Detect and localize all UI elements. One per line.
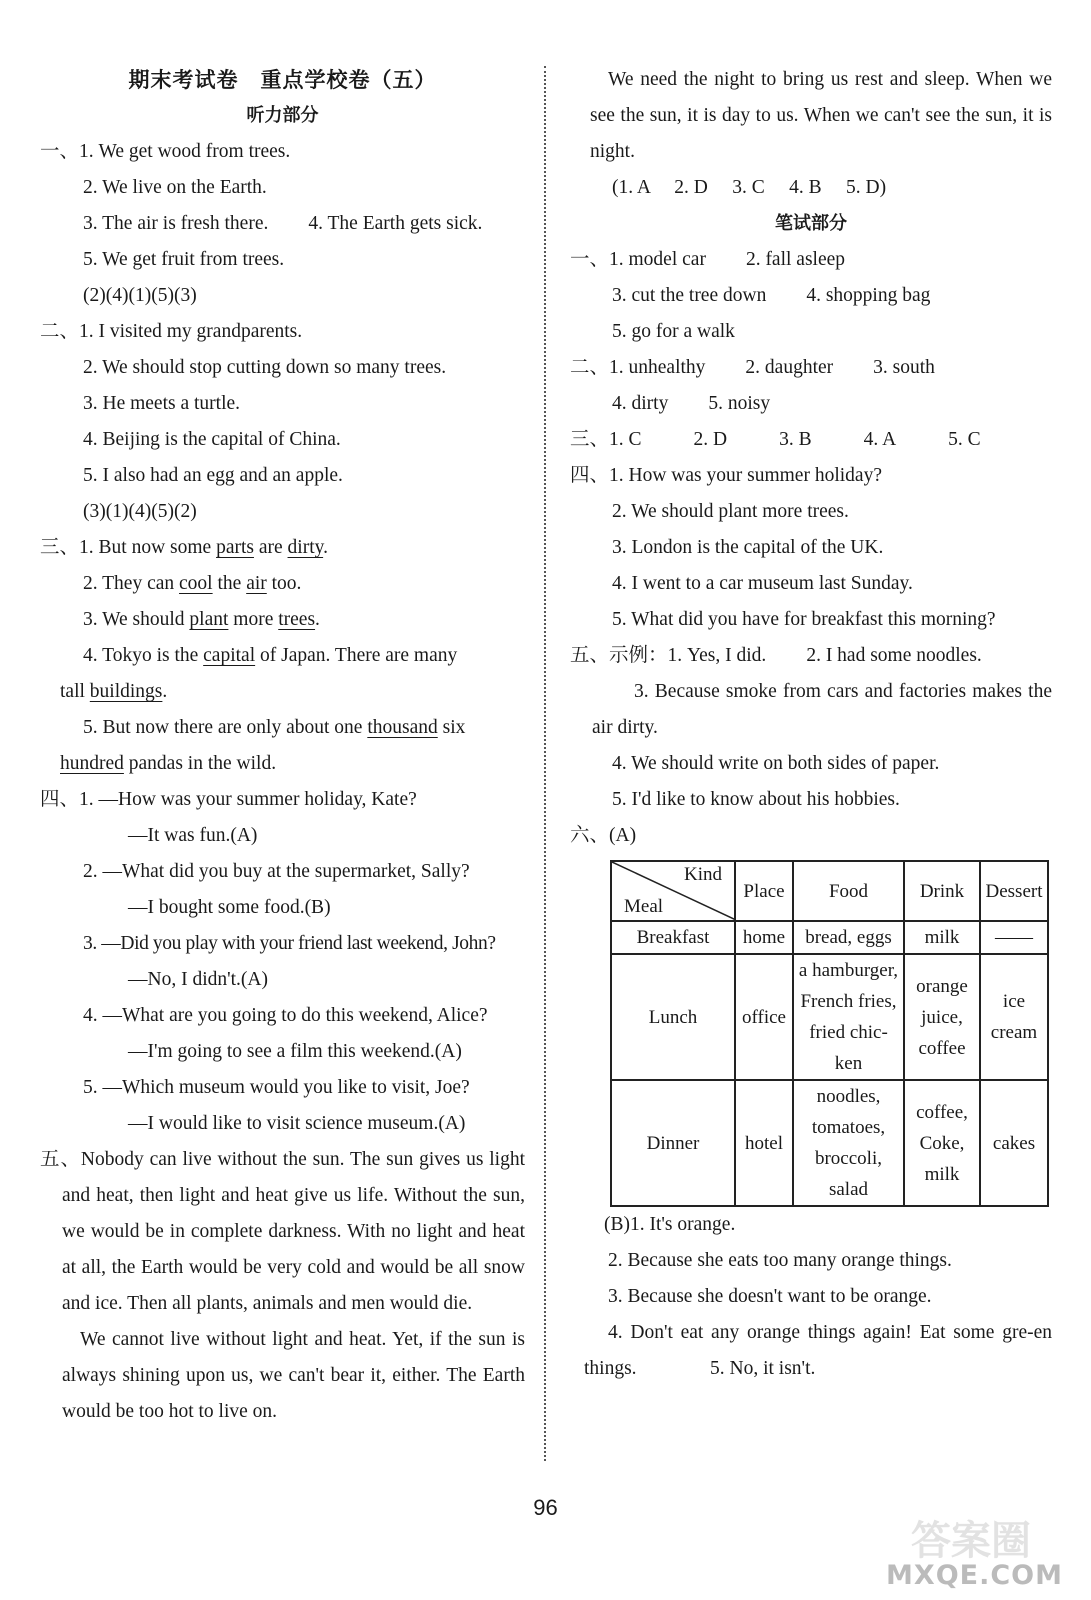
listening-section-4: 四、1. —How was your summer holiday, Kate? —It was fun.(A) 2. —What did you buy at the supermarket, Sally? —I bought some food.(B) 3. —Did you play with your friend last weekend, John? —No, I didn't.(A) 4. —What are you going to do this weekend, Alice? —I'm going to see a film this weekend.(A) 5. —Which museum would you like to visit, Joe? —I would like to visit science museum.(A) bbox=[40, 789, 496, 1134]
writing-section-5: 五、示例：1. Yes, I did. 2. I had some noodles. 3. Because smoke from cars and factories makes the air dirty. 4. We should write on both sides of paper. 5. I'd like to know about his hobbies. bbox=[570, 645, 1052, 810]
corner-kind: Kind bbox=[684, 864, 722, 885]
listening-heading: 听力部分 bbox=[246, 105, 319, 126]
answer-order: (2)(4)(1)(5)(3) bbox=[83, 285, 197, 306]
left-column bbox=[40, 62, 525, 1430]
writing-section-1: 一、1. model car 2. fall asleep 3. cut the tree down 4. shopping bag 5. go for a walk bbox=[570, 249, 931, 342]
writing-section-3: 三、1. C 2. D 3. B 4. A 5. C bbox=[570, 429, 981, 450]
underlined-answer: hundred bbox=[60, 753, 124, 774]
passage-paragraph: We need the night to bring us rest and sleep. When we see the sun, it is day to us. When we can't see the sun, it is night. bbox=[590, 69, 1052, 162]
watermark-text: MXQE.COM bbox=[886, 1560, 1063, 1591]
right-column bbox=[570, 62, 1052, 1387]
diagonal-header-cell bbox=[611, 861, 735, 921]
section-label: 四、 bbox=[570, 465, 610, 486]
section-label: 六、(A) bbox=[570, 825, 637, 846]
underlined-answer: parts bbox=[216, 537, 254, 558]
writing-heading: 笔试部分 bbox=[775, 213, 847, 234]
header-drink: Drink bbox=[904, 861, 980, 921]
section-label: 五、示例： bbox=[570, 645, 668, 666]
underlined-answer: cool bbox=[179, 573, 213, 594]
header-dessert: Dessert bbox=[980, 861, 1048, 921]
header-food: Food bbox=[793, 861, 904, 921]
underlined-answer: capital bbox=[203, 645, 256, 666]
page-title: 期末考试卷 重点学校卷（五） bbox=[128, 68, 437, 92]
section-label: 三、 bbox=[570, 429, 610, 450]
underlined-answer: air bbox=[246, 573, 267, 594]
column-divider bbox=[544, 66, 546, 1461]
section-label: 二、 bbox=[570, 357, 610, 378]
table-row: Breakfast home bread, eggs milk —— bbox=[611, 921, 1048, 954]
listening-section-2: 二、1. I visited my grandparents. 2. We should stop cutting down so many trees. 3. He meets a turtle. 4. Beijing is the capital of China. 5. I also had an egg and an apple. (3)(1)(4)(5)(2) bbox=[40, 314, 525, 530]
section-label: 二、 bbox=[40, 321, 80, 342]
section-label: 一、 bbox=[40, 141, 80, 162]
table-row: Dinner hotel noodles, tomatoes, broccoli, salad coffee, Coke, milk cakes bbox=[611, 1080, 1048, 1206]
svg-text:答案圈: 答案圈 bbox=[911, 1518, 1031, 1564]
answer-order: (3)(1)(4)(5)(2) bbox=[83, 501, 197, 522]
writing-section-6: 六、(A) Kind Meal Place Food Drink Dessert Breakfast home bread, eggs milk —— Lunch office a hamburger, French fries, fried chic-ken orange juice, coffee ice cream Dinner hotel noodles, tomatoes, broccoli, salad coffee, Coke, milk cakes (B)1. It's orange. 2. Because she eats too many orange things. 3. Because she doesn't want to be orange. 4. Don't eat any orange things again! Eat some gre-en things. 5. No, it isn't. bbox=[570, 825, 1052, 1379]
page-number: 96 bbox=[533, 1495, 558, 1520]
passage-answers: (1. A 2. D 3. C 4. B 5. D) bbox=[612, 177, 887, 198]
underlined-answer: buildings bbox=[89, 681, 163, 702]
underlined-answer: trees bbox=[278, 609, 316, 630]
writing-section-2: 二、1. unhealthy 2. daughter 3. south 4. dirty 5. noisy bbox=[570, 357, 935, 414]
section-label: 一、 bbox=[570, 249, 610, 270]
underlined-answer: thousand bbox=[367, 717, 438, 738]
section-label: 五、 bbox=[40, 1149, 81, 1170]
part-b-label: (B) bbox=[604, 1214, 630, 1235]
corner-meal: Meal bbox=[624, 896, 664, 917]
header-place: Place bbox=[735, 861, 793, 921]
passage-paragraph: Nobody can live without the sun. The sun gives us light and heat, then light and heat give us life. Without the sun, we would be in complete darkness. With no light and heat at all, the Earth would be very cold and would be all snow and ice. Then all plants, animals and men would die. bbox=[62, 1149, 525, 1314]
table-row: Lunch office a hamburger, French fries, fried chic-ken orange juice, coffee ice cream bbox=[611, 954, 1048, 1080]
passage-paragraph: We cannot live without light and heat. Yet, if the sun is always shining upon us, we can't bear it, either. The Earth would be too hot to live on. bbox=[62, 1329, 525, 1422]
section-label: 四、 bbox=[40, 789, 80, 810]
underlined-answer: dirty bbox=[287, 537, 324, 558]
underlined-answer: plant bbox=[189, 609, 229, 630]
listening-section-3: 三、1. But now some parts are dirty. 2. They can cool the air too. 3. We should plant more trees. 4. Tokyo is the capital of Japan. There are many tall buildings. 5. But now there are only about one thousand six hundred pandas in the wild. bbox=[40, 537, 466, 774]
section-label: 三、 bbox=[40, 537, 80, 558]
listening-section-5 bbox=[40, 1142, 525, 1430]
listening-section-1: 一、1. We get wood from trees. 2. We live on the Earth. 3. The air is fresh there. 4. The Earth gets sick. 5. We get fruit from trees. (2)(4)(1)(5)(3) bbox=[40, 134, 525, 314]
writing-section-4: 四、1. How was your summer holiday? 2. We should plant more trees. 3. London is the capital of the UK. 4. I went to a car museum last Sunday. 5. What did you have for breakfast this morning? bbox=[570, 465, 996, 630]
meal-table bbox=[610, 860, 1049, 1207]
